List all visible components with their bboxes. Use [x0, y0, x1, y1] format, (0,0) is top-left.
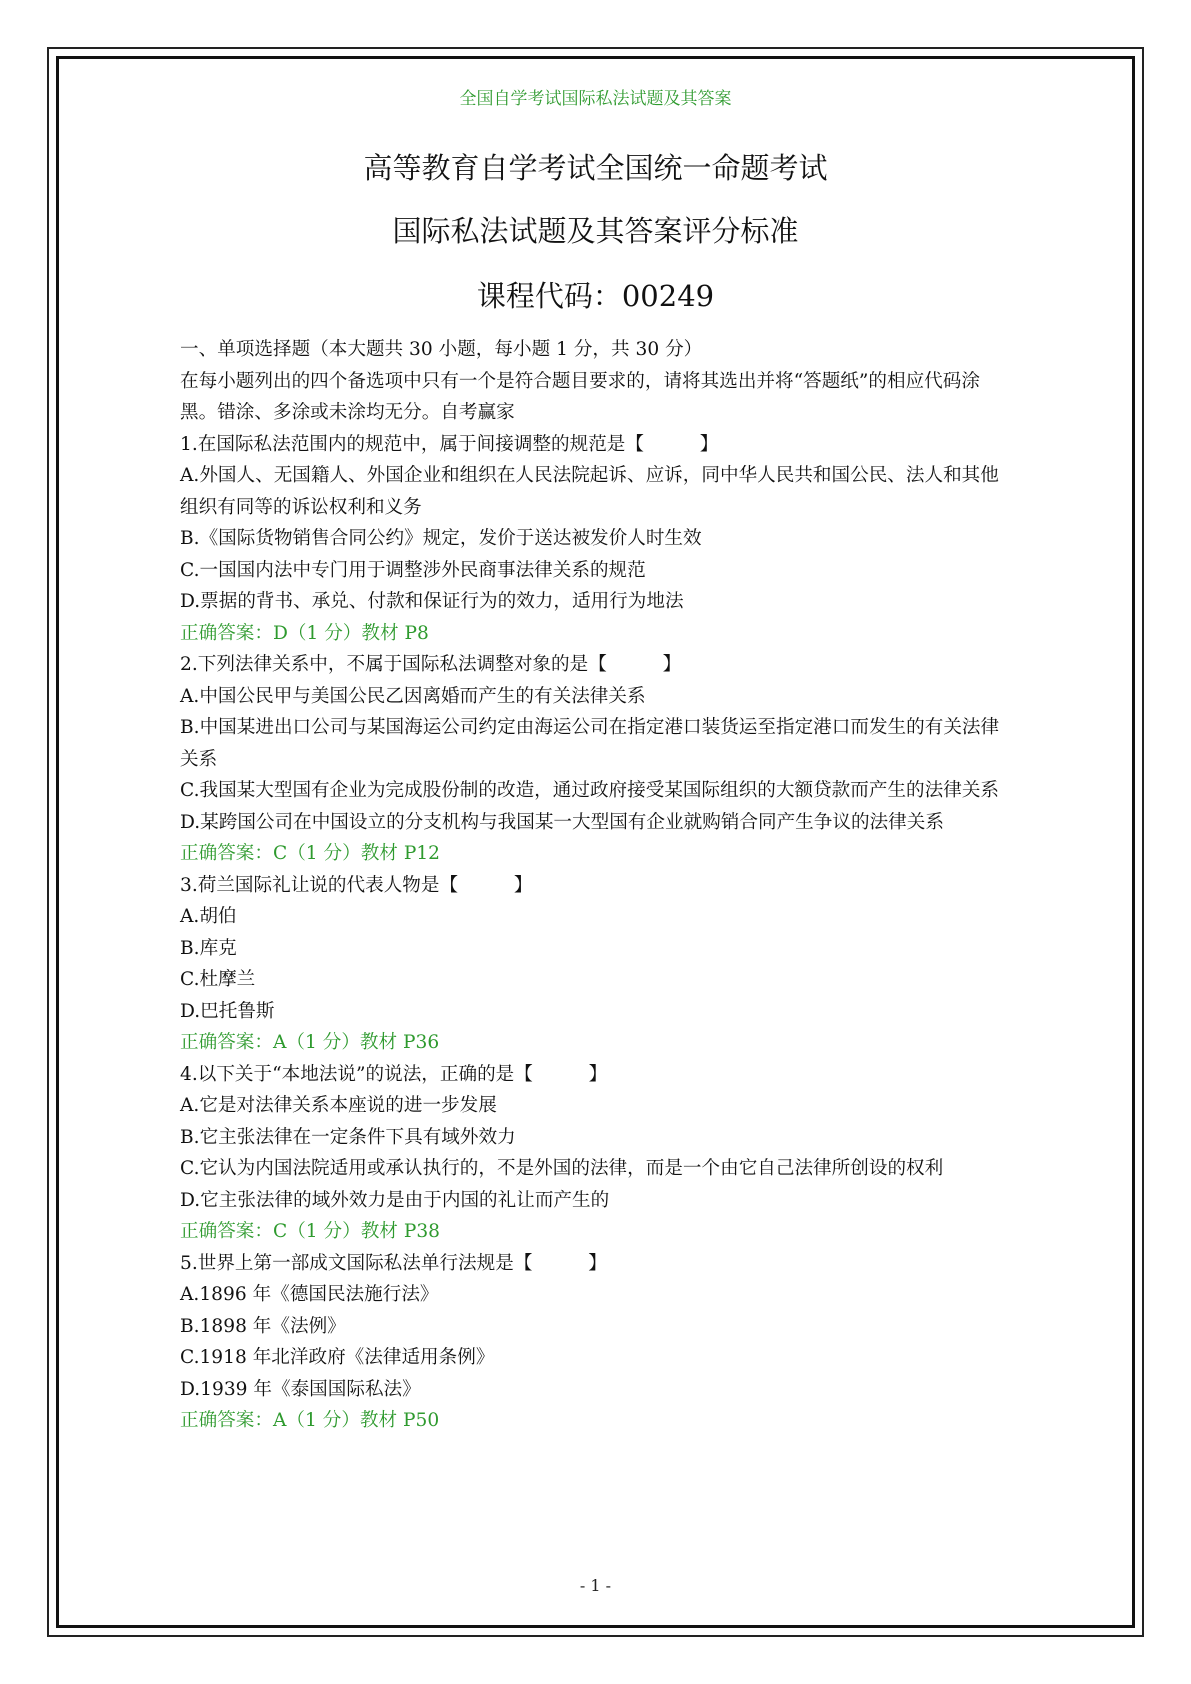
- page-number: - 1 -: [579, 1576, 612, 1595]
- option-c: C.杜摩兰: [180, 969, 256, 990]
- correct-answer: 正确答案：A（1 分）教材 P50: [180, 1410, 440, 1431]
- document-subtitle: 国际私法试题及其答案评分标准: [392, 214, 799, 248]
- question-1: [180, 429, 1016, 650]
- option-d: D.1939 年《泰国国际私法》: [180, 1378, 421, 1400]
- correct-answer: 正确答案：D（1 分）教材 P8: [180, 622, 429, 644]
- question-stem: 1.在国际私法范围内的规范中，属于间接调整的规范是【 】: [180, 433, 719, 455]
- section-instructions: 在每小题列出的四个备选项中只有一个是符合题目要求的，请将其选出并将“答题纸”的相应代码涂黑。错涂、多涂或未涂均无分。自考赢家: [180, 370, 980, 423]
- option-d: D.它主张法律的域外效力是由于内国的礼让而产生的: [180, 1189, 610, 1211]
- option-c: C.1918 年北洋政府《法律适用条例》: [180, 1347, 495, 1368]
- option-c: C.一国国内法中专门用于调整涉外民商事法律关系的规范: [180, 559, 646, 581]
- option-a: A.中国公民甲与美国公民乙因离婚而产生的有关法律关系: [180, 685, 646, 707]
- option-b: B.《国际货物销售合同公约》规定，发价于送达被发价人时生效: [180, 528, 702, 549]
- option-b: B.中国某进出口公司与某国海运公司约定由海运公司在指定港口装货运至指定港口而发生的有关法律关系: [180, 717, 1000, 770]
- option-d: D.巴托鲁斯: [180, 1000, 275, 1022]
- question-5: [180, 1248, 1016, 1437]
- question-3: [180, 870, 1016, 1059]
- question-stem: 2.下列法律关系中，不属于国际私法调整对象的是【 】: [180, 654, 682, 675]
- option-c: C.我国某大型国有企业为完成股份制的改造，通过政府接受某国际组织的大额贷款而产生的法律关系: [180, 780, 1000, 801]
- correct-answer: 正确答案：C（1 分）教材 P38: [180, 1221, 440, 1242]
- question-stem: 5.世界上第一部成文国际私法单行法规是【 】: [180, 1252, 607, 1274]
- option-b: B.库克: [180, 937, 237, 959]
- running-header: 全国自学考试国际私法试题及其答案: [459, 89, 732, 109]
- exam-content: [180, 334, 1016, 1437]
- option-c: C.它认为内国法院适用或承认执行的，不是外国的法律，而是一个由它自己法律所创设的权利: [180, 1158, 944, 1179]
- option-b: B.它主张法律在一定条件下具有域外效力: [180, 1126, 516, 1148]
- option-b: B.1898 年《法例》: [180, 1315, 346, 1337]
- course-code: 课程代码：00249: [476, 279, 715, 313]
- option-d: D.某跨国公司在中国设立的分支机构与我国某一大型国有企业就购销合同产生争议的法律关系: [180, 811, 944, 833]
- document-title: 高等教育自学考试全国统一命题考试: [363, 151, 828, 185]
- option-a: A.胡伯: [180, 906, 237, 927]
- question-stem: 4.以下关于“本地法说”的说法，正确的是【 】: [180, 1063, 608, 1085]
- correct-answer: 正确答案：C（1 分）教材 P12: [180, 843, 440, 864]
- question-stem: 3.荷兰国际礼让说的代表人物是【 】: [180, 874, 533, 896]
- question-4: [180, 1059, 1016, 1248]
- option-d: D.票据的背书、承兑、付款和保证行为的效力，适用行为地法: [180, 591, 684, 612]
- correct-answer: 正确答案：A（1 分）教材 P36: [180, 1032, 440, 1053]
- option-a: A.它是对法律关系本座说的进一步发展: [180, 1095, 497, 1116]
- question-2: [180, 649, 1016, 870]
- section-heading: 一、单项选择题（本大题共 30 小题，每小题 1 分，共 30 分）: [180, 339, 703, 360]
- option-a: A.外国人、无国籍人、外国企业和组织在人民法院起诉、应诉，同中华人民共和国公民、法人和其他组织有同等的诉讼权利和义务: [180, 465, 999, 518]
- option-a: A.1896 年《德国民法施行法》: [180, 1284, 439, 1305]
